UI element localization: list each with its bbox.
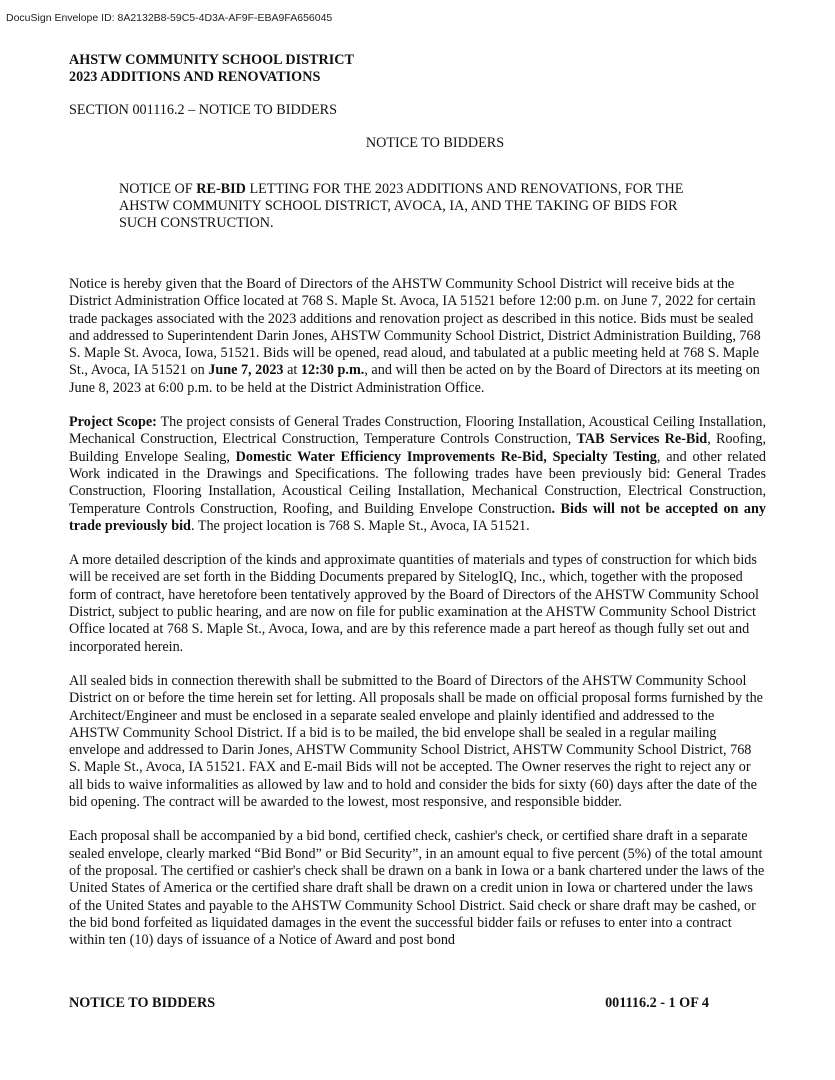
- p2-text-a: The project consists of General Trades Construction, Flooring Installation, Acoustical Ceiling Installation, Mechanical Construction, Electrical Construction, Temperature Controls Construction,: [69, 414, 766, 448]
- page-title: NOTICE TO BIDDERS: [365, 135, 505, 151]
- submission-paragraph: All sealed bids in connection therewith shall be submitted to the Board of Directors of the AHSTW Community School District on or before the time herein set for letting. All proposals shall be made on official proposal forms furnished by the Architect/Engineer and must be enclosed in a separate sealed envelope and plainly identified and addressed to the AHSTW Community School District. If a bid is to be mailed, the bid envelope shall be sealed in a regular mailing envelope and addressed to Darin Jones, AHSTW Community School District, AHSTW Community School District, 768 S. Maple St., Avoca, IA 51521. FAX and E-mail Bids will not be accepted. The Owner reserves the right to reject any or all bids to waive informalities as allowed by law and to hold and consider the bids for sixty (60) days after the date of the bid opening. The contract will be awarded to the lowest, most responsive, and responsible bidder.: [69, 672, 763, 811]
- p2-text-c: , Roofing, Building Envelope Sealing,: [69, 431, 766, 465]
- district-name: AHSTW COMMUNITY SCHOOL DISTRICT: [69, 52, 354, 68]
- p2-bold-notice: . Bids will not be accepted on any trade previously bid: [69, 500, 766, 534]
- p1-text-end: , and will then be acted on by the Board of Directors at its meeting on June 8, 2023 at 6:00 p.m. to be held at the District Administration Office.: [69, 362, 760, 396]
- intro-paragraph: [119, 181, 711, 232]
- project-name: 2023 ADDITIONS AND RENOVATIONS: [69, 69, 321, 85]
- intro-text-rest: LETTING FOR THE 2023 ADDITIONS AND RENOVATIONS, FOR THE AHSTW COMMUNITY SCHOOL DISTRICT, AVOCA, IA, AND THE TAKING OF BIDS FOR SUCH CONSTRUCTION.: [119, 181, 684, 231]
- bid-time: 12:30 p.m.: [300, 362, 365, 379]
- project-scope-paragraph: [69, 414, 766, 535]
- footer-title: NOTICE TO BIDDERS: [69, 995, 216, 1011]
- intro-rebid: RE-BID: [196, 181, 246, 197]
- intro-text: NOTICE OF: [119, 181, 197, 197]
- page-number: 001116.2 - 1 OF 4: [605, 995, 709, 1011]
- p2-bold-tab: TAB Services Re-Bid: [576, 431, 708, 448]
- p1-text-at: at: [283, 362, 301, 379]
- p2-text-e: . The project location is 768 S. Maple St., Avoca, IA 51521.: [190, 517, 530, 534]
- p1-text: Notice is hereby given that the Board of Directors of the AHSTW Community School District will receive bids at the District Administration Office located at 768 S. Maple St. Avoca, IA 51521 before 12:00 p.m. on June 7, 2022 for certain trade packages associated with the 2023 additions and renovation project as described in this notice. Bids must be sealed and addressed to Superintendent Darin Jones, AHSTW Community School District, District Administration Building, 768 S. Maple St. Avoca, Iowa, 51521. Bids will be opened, read aloud, and tabulated at a public meeting held at 768 S. Maple St., Avoca, IA 51521 on: [69, 276, 761, 379]
- envelope-id: DocuSign Envelope ID: 8A2132B8-59C5-4D3A-AF9F-EBA9FA656045: [6, 12, 333, 24]
- p2-bold-water: Domestic Water Efficiency Improvements Re-Bid, Specialty Testing: [235, 448, 657, 465]
- bid-security-paragraph: Each proposal shall be accompanied by a bid bond, certified check, cashier's check, or certified share draft in a separate sealed envelope, clearly marked “Bid Bond” or Bid Security”, in an amount equal to five percent (5%) of the total amount of the proposal. The certified or cashier's check shall be drawn on a bank in Iowa or a bank chartered under the laws of the United States of America or the certified share draft shall be drawn on a credit union in Iowa or chartered under the laws of the United States and payable to the AHSTW Community School District. Said check or share draft may be cashed, or the bid bond forfeited as liquidated damages in the event the successful bidder fails or refuses to enter into a contract within ten (10) days of issuance of a Notice of Award and post bond: [69, 828, 765, 949]
- section-heading: SECTION 001116.2 – NOTICE TO BIDDERS: [69, 102, 337, 118]
- bid-date: June 7, 2023: [208, 362, 284, 379]
- description-paragraph: A more detailed description of the kinds and approximate quantities of materials and types of construction for which bids will be received are set forth in the Bidding Documents prepared by SitelogIQ, Inc., which, together with the proposed form of contract, have heretofore been tentatively approved by the Board of Directors of the AHSTW Community School District, subject to public hearing, and are now on file for public examination at the AHSTW Community School District Office located at 768 S. Maple St., Avoca, Iowa, and are by this reference made a part hereof as though fully set out and incorporated herein.: [69, 552, 759, 655]
- p2-text-d: , and other related Work indicated in the Drawings and Specifications. The following trades have been previously bid: General Trades Construction, Flooring Installation, Acoustical Ceiling Installation, Mechanical Construction, Electrical Construction, Temperature Controls Construction, Roofing, and Building Envelope Construction: [69, 448, 767, 517]
- document-page: [69, 52, 766, 949]
- notice-paragraph: [69, 276, 766, 397]
- project-scope-label: Project Scope:: [69, 414, 157, 431]
